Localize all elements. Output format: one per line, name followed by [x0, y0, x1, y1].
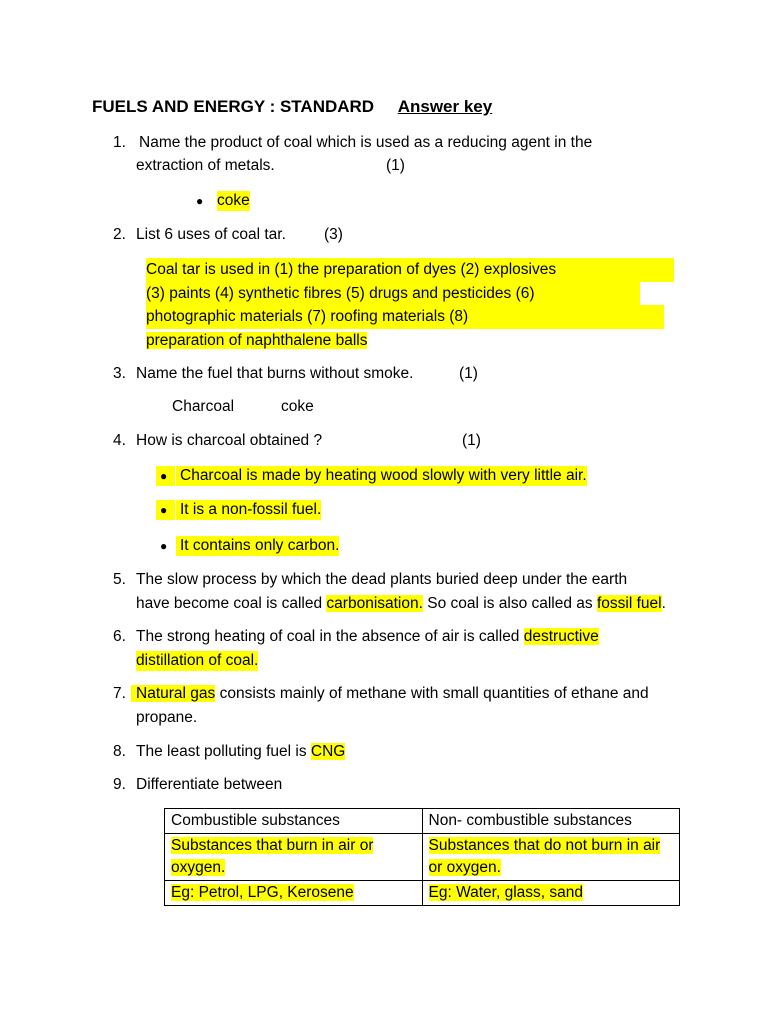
q5-answer-1: carbonisation.: [326, 595, 423, 612]
q6-number: 6.: [113, 628, 126, 645]
q3-answer-2: coke: [281, 398, 314, 415]
table-header-cell: Combustible substances: [165, 809, 423, 834]
q8-line: The least polluting fuel is CNG: [136, 743, 346, 760]
differentiate-table: [164, 808, 680, 906]
q1-answer: coke: [217, 192, 250, 209]
q2-answer-box: [146, 258, 674, 352]
table-cell: Substances that do not burn in air or oxygen.: [422, 834, 680, 881]
q1-number: 1.: [113, 134, 126, 151]
bullet-icon: ●: [160, 539, 168, 553]
table-header-row: [165, 809, 680, 834]
q2-number: 2.: [113, 226, 126, 243]
q7-answer: Natural gas: [131, 685, 215, 702]
q6-answer-part1: destructive: [523, 628, 599, 645]
table-row: [165, 834, 680, 881]
q4-marks: (1): [462, 432, 481, 449]
q9-question: Differentiate between: [136, 776, 283, 793]
q8-number: 8.: [113, 743, 126, 760]
table-row: [165, 881, 680, 906]
q7-number: 7.: [113, 685, 126, 702]
table-cell: Eg: Water, glass, sand: [422, 881, 680, 906]
q3-question: Name the fuel that burns without smoke.: [136, 365, 414, 382]
q2-question: List 6 uses of coal tar.: [136, 226, 286, 243]
q8-answer: CNG: [310, 743, 346, 760]
q7-line2: propane.: [136, 709, 198, 726]
q2-answer-line: (3) paints (4) synthetic fibres (5) drugs and pesticides (6): [146, 282, 640, 306]
answer-key-label: Answer key: [397, 97, 493, 116]
q3-number: 3.: [113, 365, 126, 382]
bullet-icon: ●: [156, 466, 175, 486]
q3-answer-1: Charcoal: [172, 398, 235, 415]
q1-marks: (1): [386, 157, 405, 174]
table-header-cell: Non- combustible substances: [422, 809, 680, 834]
q7-line1: Natural gas consists mainly of methane with small quantities of ethane and: [131, 684, 649, 704]
q3-marks: (1): [459, 365, 478, 382]
q1-line2: extraction of metals.: [136, 157, 275, 174]
q4-question: How is charcoal obtained ?: [136, 432, 323, 449]
table-cell: Eg: Petrol, LPG, Kerosene: [165, 881, 423, 906]
bullet-icon: ●: [196, 194, 204, 208]
q2-answer-line: photographic materials (7) roofing materials (8): [146, 305, 664, 329]
q5-line2: have become coal is called carbonisation. So coal is also called as fossil fuel.: [136, 595, 666, 612]
q4-bullet-1: Charcoal is made by heating wood slowly with very little air.: [176, 466, 587, 486]
q4-bullet-3: It contains only carbon.: [176, 536, 339, 556]
q2-marks: (3): [324, 226, 343, 243]
page-title: [92, 96, 492, 118]
q5-number: 5.: [113, 571, 126, 588]
table-cell: Substances that burn in air or oxygen.: [165, 834, 423, 881]
q6-line1: The strong heating of coal in the absence of air is called destructive: [136, 628, 599, 645]
q9-number: 9.: [113, 776, 126, 793]
q4-bullet-2: It is a non-fossil fuel.: [176, 500, 321, 520]
q2-answer-line: Coal tar is used in (1) the preparation of dyes (2) explosives: [146, 258, 674, 282]
q6-answer-part2: distillation of coal.: [136, 652, 259, 669]
q2-answer-line: preparation of naphthalene balls: [146, 331, 368, 349]
q1-line1: Name the product of coal which is used as a reducing agent in the: [139, 134, 593, 151]
q4-number: 4.: [113, 432, 126, 449]
title-main: FUELS AND ENERGY : STANDARD: [92, 97, 375, 116]
q5-answer-2: fossil fuel: [596, 595, 662, 612]
bullet-icon: ●: [156, 500, 175, 520]
q5-line1: The slow process by which the dead plants buried deep under the earth: [136, 571, 628, 588]
